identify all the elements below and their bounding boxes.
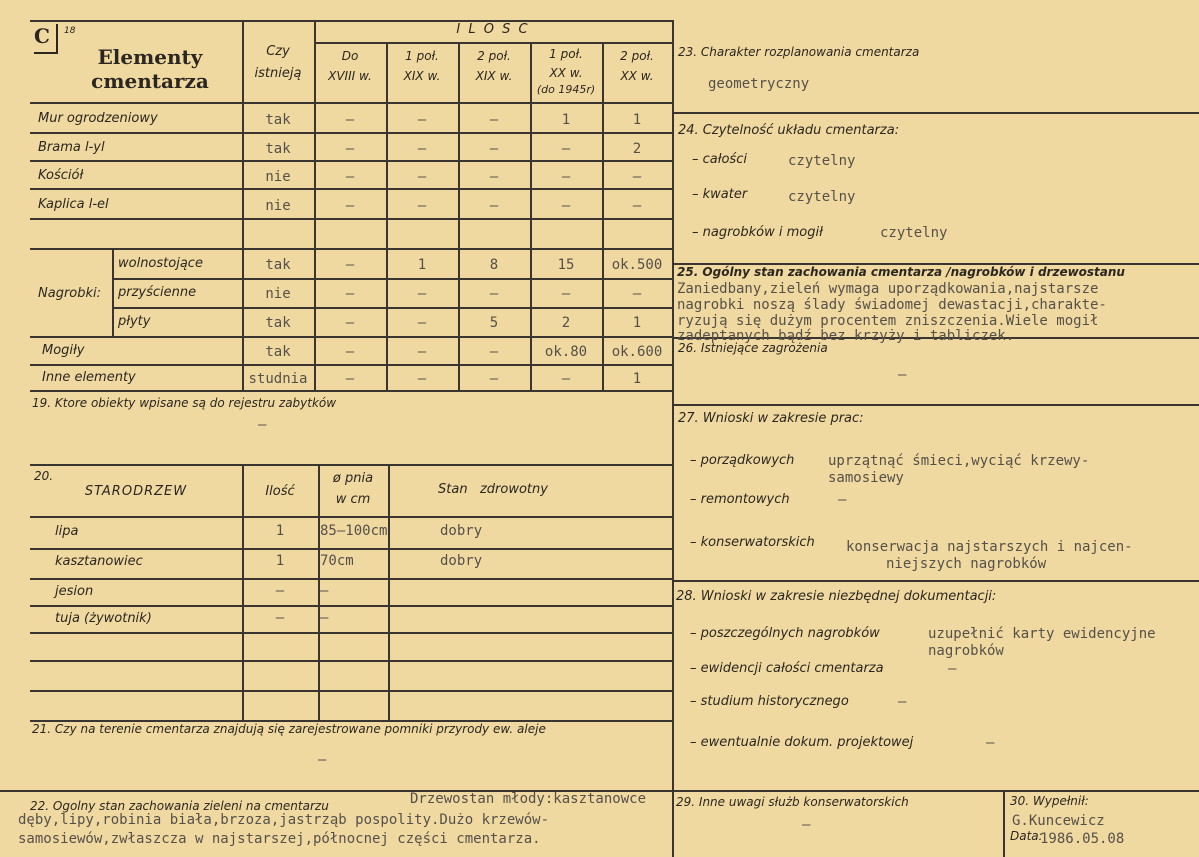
row-value: – <box>489 169 499 185</box>
s22-label: 22. Ogolny stan zachowania zieleni na cmentarzu <box>30 799 329 813</box>
row-value: – <box>632 198 642 214</box>
row-value: ok.500 <box>611 257 663 273</box>
row-value: 5 <box>489 315 499 331</box>
row-value: – <box>561 371 571 387</box>
row-value: 1 <box>561 112 571 128</box>
row-exists: tak <box>265 112 291 128</box>
row-value: – <box>489 371 499 387</box>
s20-num: 20. <box>34 469 54 483</box>
s21-label: 21. Czy na terenie cmentarza znajdują się zarejestrowane pomniki przyrody ew. aleje <box>32 722 546 736</box>
s23-label: 23. Charakter rozplanowania cmentarza <box>678 45 920 59</box>
row-label: płyty <box>118 314 151 329</box>
s30-label: 30. Wypełnił: <box>1010 794 1089 808</box>
top-rule <box>30 20 672 22</box>
section-code: C <box>34 24 58 54</box>
row-value: – <box>345 112 355 128</box>
tree-name: tuja (żywotnik) <box>55 611 152 626</box>
tree-count: – <box>275 610 285 626</box>
tree-count: – <box>275 583 285 599</box>
tree-name: lipa <box>55 524 79 539</box>
row-exists: nie <box>265 169 291 185</box>
row-value: – <box>489 286 499 302</box>
row-value: – <box>417 344 427 360</box>
row-value: 8 <box>489 257 499 273</box>
row-value: – <box>345 198 355 214</box>
row-exists: tak <box>265 141 291 157</box>
row-exists: nie <box>265 198 291 214</box>
row-value: – <box>417 315 427 331</box>
row-value: 2 <box>561 315 571 331</box>
tree-count: 1 <box>275 523 285 539</box>
inventory-card: C 18 Elementy cmentarza Czy istnieją I L O S C Do XVIII w. 1 poł. XIX w. 2 poł. XIX w. 1 poł. XX w. (do 1945r) 2 poł. XX w. Mur ogrodzeniowy tak – – – 1 1 Brama l-yl tak – – – – 2 Kościół nie – – – – – Kaplica l-el nie – – – – – wolnostojące tak – 1 8 15 ok.500 przyścienne nie – – – – – płyty tak – – 5 2 1 Mogiły tak – – – ok.80 ok.600 Inne elementy studnia – – – – 1 Nagrobki: 19. Ktore obiekty wpisane są do rejestru zabytków – 20. STARODRZEW Ilość ø pnia w cm Stan zdrowotny lipa 1 85–100cm dobry kasztanowiec 1 70cm dobry jesion – – tuja (żywotnik) – – 21. Czy na terenie cmentarza znajdują się zarejestrowane pomniki przyrody ew. aleje – 22. Ogolny stan zachowania zieleni na cmentarzu Drzewostan młody:kasztanowce dęby,lipy,robinia biała,brzoza,jastrząb pospolity.Dużo krzewów- samosiewów,zwłaszcza w najstarszej,północnej części cmentarza. 23. Charakter rozplanowania cmentarza geometryczny 24. Czytelność układu cmentarza: – całości czytelny – kwater czytelny – nagrobków i mogił czytelny 25. Ogólny stan zachowania cmentarza /nagrobków i drzewostanu Zaniedbany,zieleń wymaga uporządkowania,najstarsze nagrobki noszą ślady świadomej dewastacji,charakte- ryzują się dużym procentem zniszczenia.Wiele mogił zadeptanych bądź bez krzyży i tabliczek. 26. Istniejące zagrożenia – 27. Wnioski w zakresie prac: – porządkowych uprzątnąć śmieci,wyciąć krzewy- samosiewy – remontowych – – konserwatorskich konserwacja najstarszych i najcen- niejszych nagrobków 28. Wnioski w zakresie niezbędnej dokumentacji: – poszczególnych nagrobków uzupełnić karty ewidencyjne nagrobków – ewidencji całości cmentarza – – studium historycznego – – ewentualnie dokum. projektowej – 29. Inne uwagi służb konserwatorskich – 30. Wypełnił: G.Kuncewicz Data: 1986.05.08 <box>0 0 1199 857</box>
tree-diameter: 85–100cm <box>320 523 388 539</box>
nagrobki-label: Nagrobki: <box>38 286 102 301</box>
row-value: – <box>632 169 642 185</box>
row-value: ok.600 <box>611 344 663 360</box>
row-value: – <box>489 141 499 157</box>
s22-line3: samosiewów,zwłaszcza w najstarszej,północnej części cmentarza. <box>18 831 541 847</box>
s19-value: – <box>258 417 267 433</box>
row-value: – <box>345 169 355 185</box>
row-value: – <box>489 344 499 360</box>
s27-label: 27. Wnioski w zakresie prac: <box>678 411 864 426</box>
czy-istnieja-line1: Czy <box>266 44 290 59</box>
row-value: 1 <box>417 257 427 273</box>
tree-name: kasztanowiec <box>55 554 143 569</box>
s26-label: 26. Istniejące zagrożenia <box>678 341 828 355</box>
row-label: Mogiły <box>42 343 85 358</box>
table-title-line2: cmentarza <box>91 69 209 93</box>
row-label: Brama l-yl <box>38 140 105 155</box>
s21-value: – <box>318 752 327 768</box>
tree-diameter: – <box>320 610 329 626</box>
row-value: – <box>561 198 571 214</box>
row-label: Mur ogrodzeniowy <box>38 111 158 126</box>
row-exists: nie <box>265 286 291 302</box>
s20-col-stan: Stan zdrowotny <box>438 482 548 497</box>
czy-istnieja-line2: istnieją <box>254 66 302 81</box>
s23-value: geometryczny <box>708 76 810 92</box>
row-value: – <box>417 286 427 302</box>
s25-label: 25. Ogólny stan zachowania cmentarza /nagrobków i drzewostanu <box>677 265 1125 279</box>
s20-col-pnia-1: ø pnia <box>332 471 374 486</box>
s26-value: – <box>898 367 907 383</box>
s20-col-pnia-2: w cm <box>335 492 371 507</box>
tree-condition: dobry <box>440 553 483 569</box>
row-label: Inne elementy <box>42 370 136 385</box>
row-value: 2 <box>632 141 642 157</box>
row-value: – <box>417 141 427 157</box>
row-value: – <box>417 112 427 128</box>
s30-date-label: Data: <box>1010 829 1043 843</box>
row-value: – <box>561 286 571 302</box>
row-exists: tak <box>265 344 291 360</box>
s24-label: 24. Czytelność układu cmentarza: <box>678 123 900 138</box>
s22-line2: dęby,lipy,robinia biała,brzoza,jastrząb pospolity.Dużo krzewów- <box>18 812 550 828</box>
s30-date: 1986.05.08 <box>1040 831 1125 847</box>
row-value: 1 <box>632 315 642 331</box>
tree-name: jesion <box>55 584 94 599</box>
row-value: ok.80 <box>544 344 588 360</box>
row-label: Kaplica l-el <box>38 197 109 212</box>
row-exists: tak <box>265 315 291 331</box>
row-value: – <box>489 112 499 128</box>
row-value: – <box>417 198 427 214</box>
row-value: – <box>632 286 642 302</box>
row-value: – <box>417 169 427 185</box>
row-value: – <box>561 169 571 185</box>
s20-col-ilosc: Ilość <box>265 484 295 499</box>
starodrzew-title: STARODRZEW <box>84 484 188 499</box>
row-value: 1 <box>632 371 642 387</box>
row-value: – <box>417 371 427 387</box>
s29-label: 29. Inne uwagi służb konserwatorskich <box>676 795 909 809</box>
row-exists: studnia <box>248 371 308 387</box>
row-value: – <box>345 257 355 273</box>
tree-count: 1 <box>275 553 285 569</box>
row-value: – <box>345 286 355 302</box>
tree-condition: dobry <box>440 523 483 539</box>
ilosc-header: I L O S C <box>456 22 530 37</box>
center-divider <box>672 20 674 857</box>
s29-value: – <box>802 817 811 833</box>
table-title-line1: Elementy <box>97 45 203 69</box>
tree-diameter: – <box>320 583 329 599</box>
s28-label: 28. Wnioski w zakresie niezbędnej dokumentacji: <box>676 589 997 604</box>
row-value: – <box>345 141 355 157</box>
s22-line1: Drzewostan młody:kasztanowce <box>410 791 647 807</box>
row-value: – <box>345 371 355 387</box>
row-exists: tak <box>265 257 291 273</box>
row-value: – <box>561 141 571 157</box>
row-value: – <box>345 315 355 331</box>
row-value: 1 <box>632 112 642 128</box>
row-value: – <box>489 198 499 214</box>
row-value: 15 <box>557 257 575 273</box>
tree-diameter: 70cm <box>320 553 354 569</box>
section-code-sup: 18 <box>64 26 76 36</box>
row-value: – <box>345 344 355 360</box>
row-label: wolnostojące <box>118 256 203 271</box>
row-label: Kościół <box>38 168 84 183</box>
s19-label: 19. Ktore obiekty wpisane są do rejestru zabytków <box>32 396 337 410</box>
row-label: przyścienne <box>118 285 197 300</box>
s30-name: G.Kuncewicz <box>1012 813 1105 829</box>
